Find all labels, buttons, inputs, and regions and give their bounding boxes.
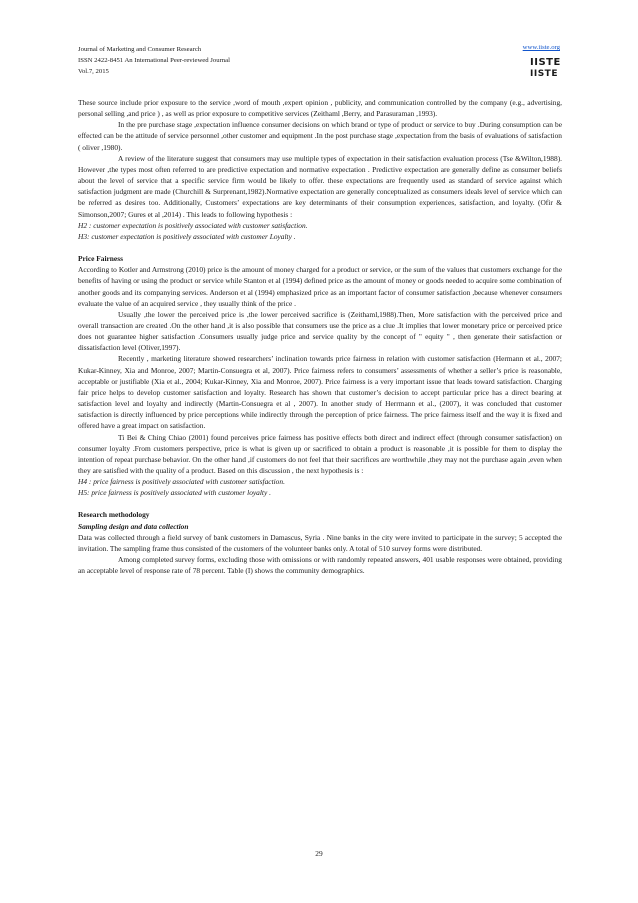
paragraph: A review of the literature suggest that consumers may use multiple types of expectation in their satisfaction evaluation process (Tse &Wilton,1988). However ,the types most often referred to are predictive expectation and normative expectation . Predictive expectation are generally define as consumer beliefs about the level of service that a specific service firm would be likely to offer. these expectations are frequently used as standard of service against which satisfaction judgment are made (Churchill & Surprenant,1982).Normative expectation are generally conceptualized as consumers ideals level of service which can be referred as desires too. Additionally, Customers’ expectations are key determinants of their consumption experiences, satisfaction, and loyalty. (Ofir & Simonson,2007; Gures et al ,2014) . This leads to following hypothesis : bbox=[78, 153, 562, 219]
paragraph: Among completed survey forms, excluding those with omissions or with randomly repeated answers, 401 usable responses were obtained, providing an acceptable level of response rate of 78 percent. Table (I) shows the community demographics. bbox=[78, 555, 562, 576]
hypothesis-h5: H5: price fairness is positively associated with customer loyalty . bbox=[78, 488, 271, 498]
paragraph: Usually ,the lower the perceived price is ,the lower perceived sacrifice is (Zeithaml,1988).Then, More satisfaction with the perceived price and overall transaction are created .On the other hand ,it is also possible that consumers use the price as a clue .It implies that lower monetary price or perceived price does not guarantee higher satisfaction .Consumers usually judge price and service quality by the concept of " equity " , then generate their satisfaction or dissatisfaction level (Oliver,1997). bbox=[78, 309, 562, 353]
page-header bbox=[78, 44, 560, 96]
paragraph: These source include prior exposure to the service ,word of mouth ,expert opinion , publicity, and communication controlled by the company (e.g., advertising, personal selling ,and price ) , as well as prior exposure to competitive services (Zeithaml ,Berry, and Parasuraman ,1993). bbox=[78, 98, 562, 119]
journal-url-link[interactable]: www.iiste.org bbox=[522, 44, 560, 51]
paragraph: According to Kotler and Armstrong (2010) price is the amount of money charged for a product or service, or the sum of the values that customers exchange for the benefits of having or using the product or service while Stanton et al (1994) defined price as the amount of money or goods needed to acquire some combination of another goods and its companying services. Anderson et al (1994) emphasized price as an important factor of consumer satisfaction ,because whenever consumers evaluate the value of an acquired service , they usually think of the price . bbox=[78, 265, 562, 308]
iiste-logo bbox=[530, 57, 561, 91]
logo-top-text: IISTE bbox=[530, 57, 561, 68]
section-heading-research-methodology: Research methodology bbox=[78, 510, 150, 520]
hypothesis-h2: H2 : customer expectation is positively associated with customer satisfaction. bbox=[78, 220, 308, 230]
logo-bottom-text: IISTE bbox=[530, 69, 558, 79]
volume-line: Vol.7, 2015 bbox=[78, 68, 109, 75]
subsection-heading-sampling: Sampling design and data collection bbox=[78, 521, 189, 531]
hypothesis-h4: H4 : price fairness is positively associated with customer satisfaction. bbox=[78, 477, 285, 487]
hypothesis-h3: H3: customer expectation is positively associated with customer Loyalty . bbox=[78, 231, 296, 241]
issn-line: ISSN 2422-8451 An International Peer-reviewed Journal bbox=[78, 57, 230, 64]
paragraph: Ti Bei & Ching Chiao (2001) found perceives price fairness has positive effects both direct and indirect effect (through consumer satisfaction) on consumer loyalty .From customers perspective, price is what is given up or sacrificed to obtain a product is reasonable ,it is possible for them to display the intention of repeat purchase behavior. On the other hand ,if customers do not feel that their sacrifices are worthwhile ,they may not the purchase again ,even when they are satisfied with the quality of a product. Based on this discussion , the next hypothesis is : bbox=[78, 432, 562, 475]
paragraph: Recently , marketing literature showed researchers’ inclination towards price fairness in relation with customer satisfaction (Hermann et al., 2007; Kukar-Kinney, Xia and Monroe, 2007; Martin-Consuegra et al, 2007). Price fairness refers to consumers’ assessments of whether a seller’s price is reasonable, acceptable or justifiable (Xia et al., 2004; Kukar-Kinney, Xia and Monroe, 2007). Price fairness is a very important issue that leads toward satisfaction. Charging fair price helps to develop customer satisfaction and loyalty. Research has shown that customer’s decision to accept particular price has a direct bearing at satisfaction level and loyalty and indirectly (Martin-Consuegra et al , 2007). In another study of Herrmann et al., (2007), it was concluded that customer satisfaction is directly influenced by price perceptions while indirectly through the perception of price fairness. The price fairness itself and the way it is fixed and offered have a great impact on satisfaction. bbox=[78, 354, 562, 431]
page-number: 29 bbox=[315, 849, 323, 858]
article-body bbox=[78, 97, 562, 576]
paragraph: In the pre purchase stage ,expectation influence consumer decisions on which brand or type of product or service to buy .During consumption can be effected can be the attitude of service personnel ,other customer and equipment .In the post purchase stage ,expectation from the basis of evaluations of satisfaction ( oliver ,1980). bbox=[78, 120, 562, 152]
section-heading-price-fairness: Price Fairness bbox=[78, 254, 123, 264]
journal-name: Journal of Marketing and Consumer Research bbox=[78, 46, 202, 53]
paragraph: Data was collected through a field survey of bank customers in Damascus, Syria . Nine banks in the city were invited to participate in the survey; 5 accepted the invitation. The sampling frame thus consisted of the customers of the volunteer banks only. A total of 510 survey forms were distributed. bbox=[78, 532, 562, 553]
